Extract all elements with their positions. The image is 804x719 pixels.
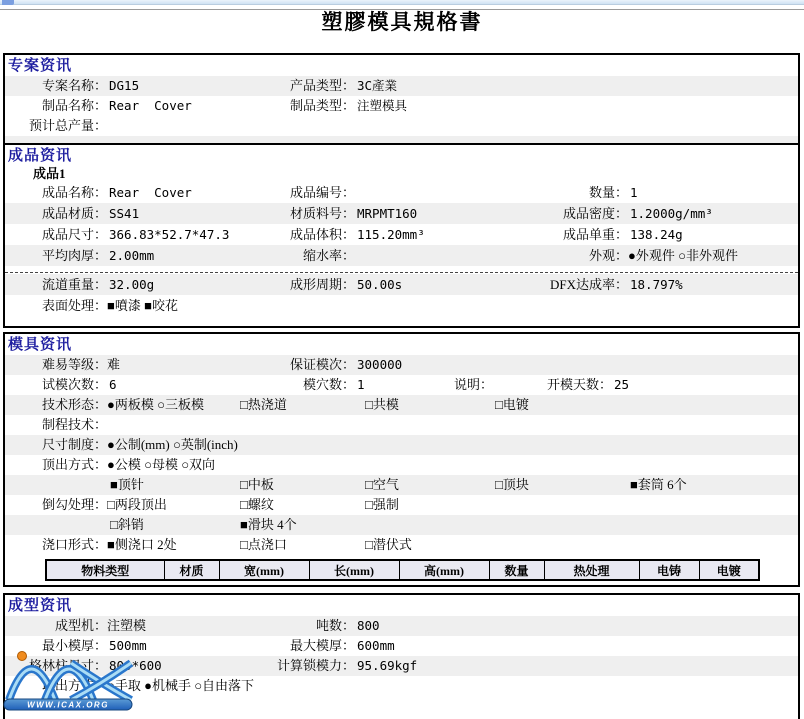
field-cycle-time [155, 274, 402, 295]
field-value: 25 [614, 377, 630, 392]
field-row [5, 355, 798, 375]
field-value: 18.797% [630, 277, 683, 292]
icax-logo [3, 646, 138, 714]
field-label: 成型机： [54, 618, 107, 633]
field-row [5, 475, 798, 495]
field-row [5, 182, 798, 203]
field-finished-no [155, 182, 357, 203]
dashed-divider [5, 266, 798, 273]
field-undercut-treatment [5, 495, 167, 515]
col-electroforming: 电铸 [639, 560, 699, 580]
checkbox-two-stage-ejection: □两段顶出 [107, 497, 167, 512]
field-material-no [155, 203, 417, 224]
watermark-url-text: WWW.ICAX.ORG [27, 700, 109, 710]
field-label: 成品体积： [289, 227, 355, 242]
section-heading-project: 专案资讯 [8, 58, 73, 74]
field-label: 技术形态： [41, 397, 107, 412]
field-label: 最小模厚： [41, 638, 107, 653]
checkbox-forced: □强制 [365, 497, 399, 512]
field-value: 注塑模 [107, 618, 147, 633]
col-quantity: 数量 [489, 560, 544, 580]
field-guaranteed-shots [155, 355, 402, 375]
checkbox-ejector-pin: ■顶针 [110, 477, 144, 492]
field-label: 材质料号： [289, 206, 355, 221]
radio-group-appearance: ●外观件 ○非外观件 [628, 248, 738, 263]
field-label: 吨数： [315, 618, 355, 633]
field-dfx-rate [430, 274, 683, 295]
checkbox-ejector-block: □顶块 [495, 477, 529, 492]
field-trial-count [5, 375, 117, 395]
radio-group-unit-system: ●公制(mm) ○英制(inch) [107, 437, 238, 452]
material-table [45, 559, 760, 581]
field-label: 产品类型： [289, 78, 355, 93]
field-label: 难易等级： [41, 357, 107, 372]
field-part-type [155, 96, 407, 116]
field-label: 保证模次： [289, 357, 355, 372]
field-avg-thickness [5, 245, 154, 266]
field-row [5, 96, 798, 116]
checkbox-group-surface: ■噴漆 ■咬花 [107, 298, 178, 313]
product-subheading: 成品1 [33, 166, 66, 181]
field-label: 数量： [588, 185, 628, 200]
field-label: 专案名称： [41, 78, 107, 93]
window-top-edge [0, 0, 804, 5]
field-value: 3C產業 [357, 78, 398, 93]
material-table-header-row [46, 560, 759, 580]
field-value: 6 [109, 377, 117, 392]
field-value: Rear Cover [109, 185, 192, 200]
page-title: 塑膠模具規格書 [321, 10, 483, 34]
field-value: 138.24g [630, 227, 683, 242]
field-row [5, 495, 798, 515]
logo-orange-dot [18, 652, 27, 661]
field-value: 95.69kgf [357, 658, 418, 673]
field-material [5, 203, 139, 224]
field-max-mold-height [155, 636, 395, 656]
field-value: Rear Cover [109, 98, 192, 113]
section-product-info [3, 143, 800, 328]
field-label: 成品名称： [41, 185, 107, 200]
row-strip [5, 136, 798, 143]
field-row [5, 116, 798, 136]
field-row [5, 203, 798, 224]
field-label: 成品尺寸： [41, 227, 107, 242]
field-row [5, 76, 798, 96]
field-label: 流道重量： [41, 277, 107, 292]
field-row [5, 455, 798, 475]
field-appearance-options [430, 245, 738, 266]
field-row [5, 395, 798, 415]
field-ejection-side [5, 455, 215, 475]
checkbox-slider: ■滑块 4个 [240, 517, 297, 532]
field-value: 50.00s [357, 277, 403, 292]
checkbox-angle-pin: □斜销 [110, 517, 144, 532]
field-label: 成品密度： [562, 206, 628, 221]
field-mold-open-days [412, 375, 629, 395]
field-value: 600mm [357, 638, 395, 653]
field-row [5, 616, 798, 636]
field-value: 难 [107, 357, 121, 372]
section-project-info [3, 53, 800, 145]
window-corner-chip [2, 0, 14, 5]
section-heading-molding: 成型资讯 [8, 598, 73, 614]
field-value: DG15 [109, 78, 140, 93]
radio-group-takeout: ○手取 ●机械手 ○自由落下 [107, 678, 255, 693]
field-unit-system [5, 435, 238, 455]
field-product-type [155, 76, 397, 96]
checkbox-hot-runner: □热浇道 [240, 397, 287, 412]
field-label: 预计总产量： [28, 118, 107, 133]
field-value: 300000 [357, 357, 403, 372]
col-material: 材质 [164, 560, 219, 580]
checkbox-side-gate: ■侧浇口 2处 [107, 537, 177, 552]
col-material-type: 物料类型 [46, 560, 164, 580]
field-runner-weight [5, 274, 154, 295]
field-label: 最大模厚： [289, 638, 355, 653]
field-label: 顶出方式： [41, 457, 107, 472]
radio-group-ejection-side: ●公模 ○母模 ○双向 [107, 457, 216, 472]
field-label: 开模天数： [546, 377, 612, 392]
field-value: 115.20mm³ [357, 227, 425, 242]
field-row [5, 375, 798, 395]
field-row [5, 245, 798, 266]
field-row [5, 274, 798, 295]
field-density [430, 203, 713, 224]
field-label: DFX达成率： [549, 277, 628, 292]
field-process-tech [5, 415, 109, 435]
checkbox-thread: □螺纹 [240, 497, 274, 512]
field-label: 浇口形式： [41, 537, 107, 552]
checkbox-sleeve: ■套筒 6个 [630, 477, 687, 492]
field-value: 366.83*52.7*47.3 [109, 227, 230, 242]
field-label: 模穴数： [302, 377, 355, 392]
field-molding-machine [5, 616, 146, 636]
field-value: 注塑模具 [357, 98, 408, 113]
field-shrinkage [155, 245, 357, 266]
field-project-name [5, 76, 139, 96]
field-value: 1.2000g/mm³ [630, 206, 713, 221]
field-value: 500mm [109, 638, 147, 653]
field-row [5, 295, 798, 316]
field-value: 32.00g [109, 277, 155, 292]
field-label: 缩水率： [302, 248, 355, 263]
field-value: 1 [630, 185, 638, 200]
field-label: 表面处理： [41, 298, 107, 313]
field-label: 成品材质： [41, 206, 107, 221]
col-heat-treatment: 热处理 [544, 560, 639, 580]
col-electroplating: 电镀 [699, 560, 759, 580]
field-label: 制品类型： [289, 98, 355, 113]
field-tonnage [155, 616, 380, 636]
field-row [5, 415, 798, 435]
icax-watermark [3, 646, 138, 719]
field-estimated-total-output [5, 116, 109, 136]
field-row [5, 224, 798, 245]
field-value: 1 [357, 377, 365, 392]
field-clamping-force [155, 656, 417, 676]
field-tech-form [5, 395, 204, 415]
field-label: 成形周期： [289, 277, 355, 292]
checkbox-submarine-gate: □潜伏式 [365, 537, 412, 552]
col-length: 长(mm) [309, 560, 399, 580]
section-mold-info [3, 332, 800, 587]
field-difficulty [5, 355, 120, 375]
section-heading-mold: 模具资讯 [8, 337, 73, 353]
field-label: 制品名称： [41, 98, 107, 113]
field-label: 倒勾处理： [41, 497, 107, 512]
field-label: 格林柱尺寸： [28, 658, 107, 673]
field-value: 800 [357, 618, 380, 633]
field-label: 成品单重： [562, 227, 628, 242]
field-surface-treatment [5, 295, 178, 316]
field-label: 平均肉厚： [41, 248, 107, 263]
field-label: 制程技术： [41, 417, 107, 432]
col-width: 宽(mm) [219, 560, 309, 580]
field-label: 尺寸制度： [41, 437, 107, 452]
field-value: 2.00mm [109, 248, 155, 263]
field-value: 800*600 [109, 658, 162, 673]
field-label: 计算锁模力： [276, 658, 355, 673]
checkbox-pin-gate: □点浇口 [240, 537, 287, 552]
checkbox-air: □空气 [365, 477, 399, 492]
field-label: 外观： [588, 248, 628, 263]
field-value: SS41 [109, 206, 140, 221]
field-row [5, 535, 798, 555]
checkbox-co-mold: □共模 [365, 397, 399, 412]
field-value: MRPMT160 [357, 206, 418, 221]
field-gate-type [5, 535, 177, 555]
field-label: 试模次数： [41, 377, 107, 392]
field-label: 说明： [453, 377, 493, 392]
checkbox-middle-plate: □中板 [240, 477, 274, 492]
field-unit-weight [430, 224, 683, 245]
field-quantity [430, 182, 638, 203]
radio-group-plate-type: ●两板模 ○三板模 [107, 397, 204, 412]
field-label: 成品编号： [289, 185, 355, 200]
field-row [5, 435, 798, 455]
field-row [5, 515, 798, 535]
field-volume [155, 224, 425, 245]
field-label: 取出方式： [41, 678, 107, 693]
checkbox-electroplating: □电镀 [495, 397, 529, 412]
section-heading-product: 成品资讯 [8, 148, 73, 164]
col-height: 高(mm) [399, 560, 489, 580]
